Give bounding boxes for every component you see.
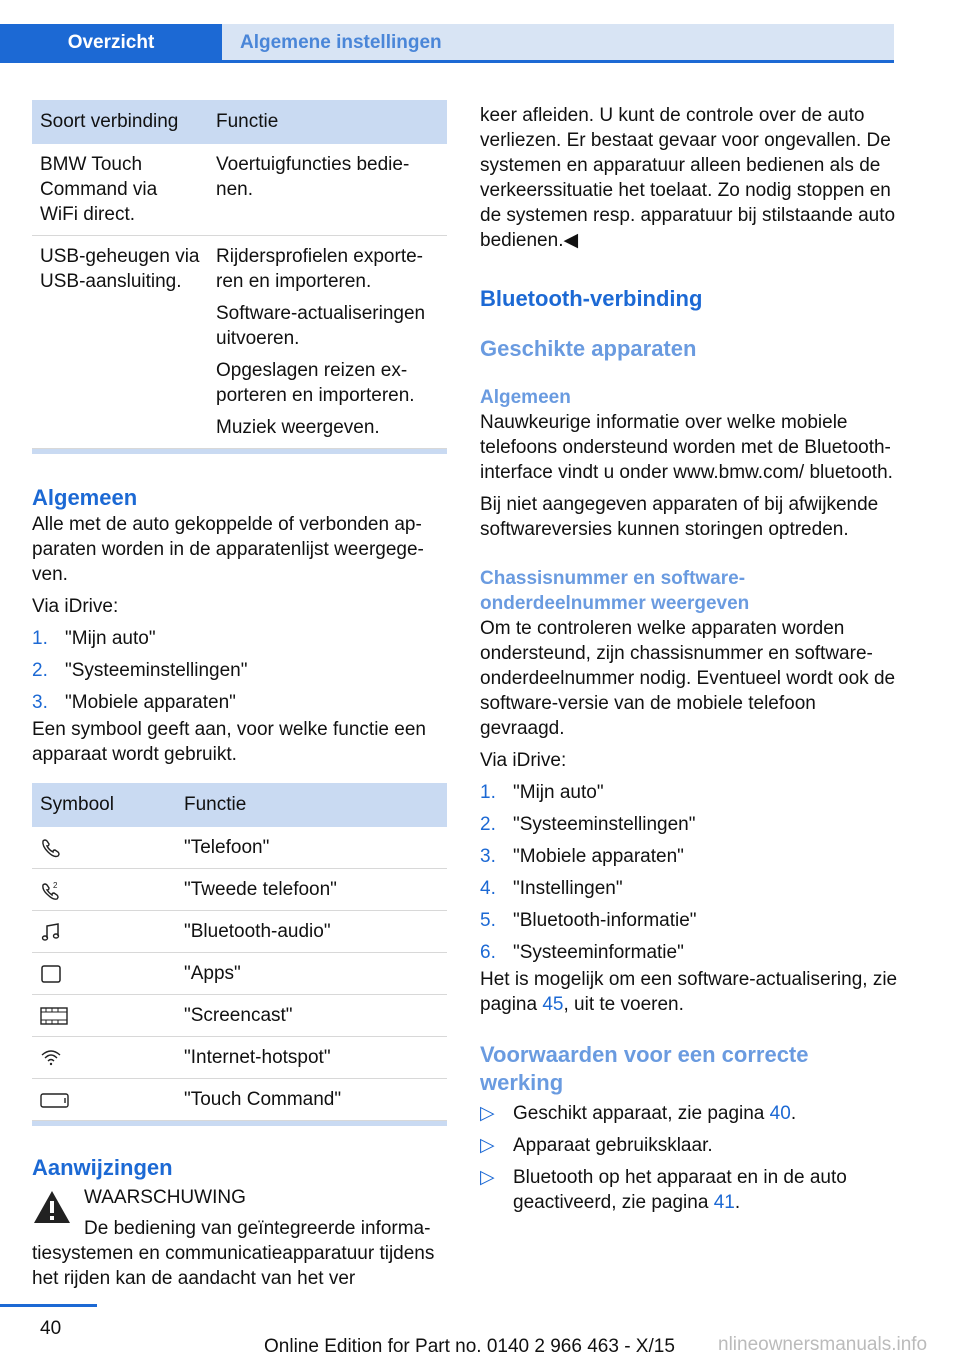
list-item: [480, 812, 898, 837]
table-cell: "Apps": [176, 953, 447, 995]
table-row: [32, 1079, 447, 1121]
list-item: [480, 1101, 898, 1126]
list-number: 6.: [480, 942, 496, 963]
page-number: 40: [40, 1318, 62, 1339]
svg-text:2: 2: [53, 880, 58, 890]
text: , uit te voeren.: [563, 994, 684, 1015]
triangle-bullet-icon: ▷: [480, 1167, 495, 1188]
header-bar: [0, 0, 960, 62]
table-cell: [32, 827, 176, 869]
list-text: "Mobiele apparaten": [65, 692, 236, 713]
table-cell: [32, 911, 176, 953]
page-link-45[interactable]: 45: [542, 994, 564, 1015]
list-item: [480, 844, 898, 869]
list-item: [480, 1133, 898, 1158]
table-header-cell: Functie: [176, 783, 447, 827]
table-cell: [32, 1079, 176, 1121]
paragraph: Een symbool geeft aan, voor welke functie een apparaat wordt gebruikt.: [32, 719, 426, 765]
table-row: [32, 869, 447, 911]
table-cell: BMW Touch Command via WiFi direct.: [32, 144, 208, 236]
list-item: [32, 658, 447, 683]
bullet-list: [480, 1101, 898, 1215]
paragraph: Nauwkeurige informatie over welke mobiele telefoons ondersteund worden met de Bluetooth-interface vindt u onder www.bmw.com/ bluetooth.: [480, 412, 893, 483]
table-row: [32, 236, 447, 449]
list-text: Apparaat gebruiksklaar.: [513, 1135, 713, 1156]
list-number: 5.: [480, 910, 496, 931]
list-text: "Mijn auto": [513, 782, 604, 803]
wifi-hotspot-icon: [40, 1047, 62, 1069]
table-header-cell: Soort verbinding: [32, 100, 208, 144]
table-cell: "Internet-hotspot": [176, 1037, 447, 1079]
phone-icon: [40, 837, 62, 859]
table-header-cell: Functie: [208, 100, 447, 144]
list-item: [480, 876, 898, 901]
list-text: "Systeeminstellingen": [65, 660, 248, 681]
table-cell: "Tweede telefoon": [176, 869, 447, 911]
section-heading-aanwijzingen: Aanwijzingen: [32, 1155, 173, 1180]
warning-text-continued: keer afleiden. U kunt de controle over de auto verliezen. Er bestaat gevaar voor ongevallen. De systemen en apparatuur alleen bedienen als de verkeerssituatie het toelaat. Zo nodig stoppen en de systemen resp. apparatuur bij stilstaande auto bedienen.◀: [480, 105, 896, 251]
warning-block: [32, 1185, 447, 1291]
edition-text: Online Edition for Part no. 0140 2 966 463 - X/15: [264, 1336, 675, 1357]
section-heading-algemeen: Algemeen: [32, 485, 138, 510]
list-number: 2.: [480, 814, 496, 835]
symbol-table: [32, 783, 447, 1121]
table-row: [32, 911, 447, 953]
list-number: 3.: [480, 846, 496, 867]
list-text: "Mijn auto": [65, 628, 156, 649]
table-cell: [32, 869, 176, 911]
tab-overzicht[interactable]: Overzicht: [0, 24, 222, 61]
list-text: "Systeeminformatie": [513, 942, 684, 963]
table-header-cell: Symbool: [32, 783, 176, 827]
apps-icon: [40, 963, 62, 985]
screencast-icon: [40, 1005, 68, 1027]
subheading-voorwaarden: Voorwaarden voor een correcte werking: [480, 1042, 809, 1095]
table-cell: "Touch Command": [176, 1079, 447, 1121]
warning-title: WAARSCHUWING: [84, 1187, 246, 1208]
list-number: 2.: [32, 660, 48, 681]
list-text: .: [734, 1192, 741, 1213]
tab-algemene-instellingen[interactable]: Algemene instellingen: [222, 24, 894, 61]
music-note-icon: [40, 921, 62, 943]
paragraph: Via iDrive:: [480, 750, 567, 771]
connection-table: [32, 100, 447, 449]
function-text: Muziek weergeven.: [216, 417, 380, 438]
table-row: [32, 827, 447, 869]
list-text: "Instellingen": [513, 878, 623, 899]
steps-list: [32, 626, 447, 715]
list-number: 3.: [32, 692, 48, 713]
list-item: [32, 690, 447, 715]
left-column: [32, 100, 447, 1291]
function-text: Software-actualiseringen uitvoeren.: [216, 303, 426, 349]
table-cell: [208, 144, 447, 236]
list-text: .: [790, 1103, 797, 1124]
table-cell: "Telefoon": [176, 827, 447, 869]
second-phone-icon: [40, 879, 62, 901]
subheading-chassisnummer: Chassisnummer en softwareonderdeelnummer weergeven: [480, 568, 750, 614]
paragraph: [480, 967, 898, 1017]
list-item: [480, 780, 898, 805]
paragraph: Bij niet aangegeven apparaten of bij afwijkende softwareversies kunnen storingen optreden.: [480, 494, 879, 540]
subheading-algemeen: Algemeen: [480, 387, 571, 408]
function-text: Voertuigfuncties bedienen.: [216, 154, 410, 200]
list-item: [480, 1165, 898, 1215]
table-cell: [32, 995, 176, 1037]
table-cell: "Screencast": [176, 995, 447, 1037]
list-number: 1.: [480, 782, 496, 803]
table-row: [32, 995, 447, 1037]
footer-line: [0, 1304, 97, 1307]
text: Het is mogelijk om een software-actualisering, zie pagina: [480, 969, 898, 1015]
paragraph: Alle met de auto gekoppelde of verbonden apparaten worden in de apparatenlijst weergegeven.: [32, 514, 424, 585]
triangle-bullet-icon: ▷: [480, 1135, 495, 1156]
function-text: Rijdersprofielen exporteren en importeren.: [216, 246, 423, 292]
touch-command-icon: [40, 1089, 70, 1111]
table-header-row: [32, 100, 447, 144]
list-text: "Mobiele apparaten": [513, 846, 684, 867]
warning-text: De bediening van geïntegreerde informatiesystemen en communicatieapparatuur tijdens het rijden kan de aandacht van het ver: [32, 1218, 435, 1289]
table-row: [32, 144, 447, 236]
list-text: "Systeeminstellingen": [513, 814, 696, 835]
list-text: Geschikt apparaat, zie pagina: [513, 1103, 770, 1124]
triangle-bullet-icon: ▷: [480, 1103, 495, 1124]
list-text: "Bluetooth-informatie": [513, 910, 697, 931]
table-cell: [32, 953, 176, 995]
watermark: nlineownersmanuals.info: [718, 1334, 928, 1355]
list-item: [480, 940, 898, 965]
header-divider: [0, 60, 894, 63]
subheading-geschikte-apparaten: Geschikte apparaten: [480, 336, 697, 361]
list-item: [480, 908, 898, 933]
paragraph: Via iDrive:: [32, 596, 119, 617]
warning-triangle-icon: [32, 1189, 72, 1225]
section-heading-bluetooth: Bluetooth-verbinding: [480, 286, 703, 311]
function-text: Opgeslagen reizen exporteren en importeren.: [216, 360, 415, 406]
paragraph: Om te controleren welke apparaten worden ondersteund, zijn chassisnummer en softwareonderdeelnummer nodig. Eventueel wordt ook de software-versie van de mobiele telefoon gevraagd.: [480, 618, 896, 739]
list-number: 1.: [32, 628, 48, 649]
table-header-row: [32, 783, 447, 827]
table-cell: [32, 1037, 176, 1079]
list-number: 4.: [480, 878, 496, 899]
table-cell: [208, 236, 447, 449]
table-cell: "Bluetooth-audio": [176, 911, 447, 953]
steps-list: [480, 780, 898, 965]
table-row: [32, 953, 447, 995]
table-row: [32, 1037, 447, 1079]
page-link-41[interactable]: 41: [713, 1192, 735, 1213]
page-link-40[interactable]: 40: [769, 1103, 791, 1124]
list-item: [32, 626, 447, 651]
right-column: [480, 103, 898, 1222]
table-cell: USB-geheugen via USB-aansluiting.: [32, 236, 208, 449]
list-text: Bluetooth op het apparaat en in de auto geactiveerd, zie pagina: [513, 1167, 847, 1213]
